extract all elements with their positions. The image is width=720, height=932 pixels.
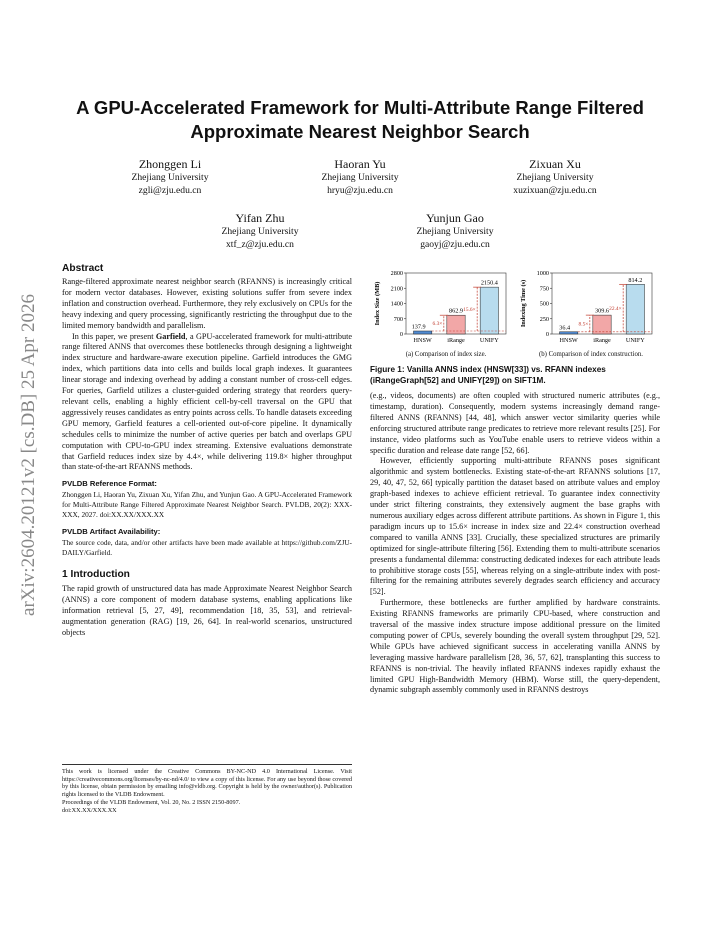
artifact-text: The source code, data, and/or other artifacts have been made available at https://github.com/ZJU-DAILY/Garfield.	[62, 538, 352, 558]
growth-factor-label: 22.4×	[609, 306, 622, 313]
author-affiliation: Zhejiang University	[516, 172, 594, 183]
bar-value-label: 2150.4	[480, 279, 498, 287]
abstract-paragraph	[62, 332, 352, 474]
reference-format-text: Zhonggen Li, Haoran Yu, Zixuan Xu, Yifan Zhu, and Yunjun Gao. A GPU-Accelerated Framework for Multi-Attribute Range Filtered Approximate Nearest Neighbor Search. PVLDB, 20(2): XXX-XXX, 2027. doi:XX.XX/XXX.XX	[62, 490, 352, 520]
y-axis-label: Indexing Time (s)	[520, 279, 527, 328]
y-tick-label: 0	[399, 331, 403, 339]
footnote-rule	[62, 764, 352, 765]
author-block	[460, 157, 650, 197]
arxiv-identifier-text: arXiv:2604.20121v2 [cs.DB] 25 Apr 2026	[18, 294, 39, 616]
y-tick-label: 250	[539, 315, 549, 323]
introduction-heading: 1 Introduction	[62, 569, 130, 581]
abstract-heading: Abstract	[62, 263, 104, 274]
author-name: Zixuan Xu	[529, 157, 581, 171]
growth-factor-label: 6.3×	[432, 321, 443, 328]
bar-value-label: 814.2	[628, 276, 643, 284]
reference-format-heading: PVLDB Reference Format:	[62, 479, 157, 489]
author-affiliation: Zhejiang University	[131, 172, 209, 183]
chart-index-size	[374, 270, 506, 344]
introduction-paragraph: The rapid growth of unstructured data has made Approximate Nearest Neighbor Search (ANNS) a core component of modern database systems, enabling applications like information retrieval [5, 27, 49], recommendation [18, 35, 53], and retrieval-augmentation generation (RAG) [19, 26, 64]. In real-world scenarios, unstructured objects	[62, 584, 352, 637]
y-tick-label: 0	[545, 331, 549, 339]
author-name: Haoran Yu	[334, 157, 386, 171]
figure-1-charts	[370, 266, 662, 362]
author-affiliation: Zhejiang University	[321, 172, 399, 183]
y-tick-label: 750	[539, 285, 549, 293]
x-tick-label: UNIFY	[625, 337, 645, 344]
y-tick-label: 500	[539, 300, 549, 308]
author-block	[265, 157, 455, 197]
author-email: xtf_z@zju.edu.cn	[226, 238, 294, 250]
chart-indexing-time	[520, 270, 652, 344]
growth-factor-label: 8.5×	[578, 321, 589, 328]
subcaption-a: (a) Comparison of index size.	[405, 351, 487, 358]
author-block	[75, 157, 265, 197]
system-name: Garfield	[155, 331, 186, 341]
abstract-body	[62, 277, 352, 473]
right-column	[370, 391, 660, 696]
y-axis-label: Index Size (MB)	[374, 281, 381, 326]
abstract-text: , a GPU-accelerated framework for multi-attribute range filtered ANNS that overcomes these bottlenecks through designing a lightweight index structure and hardware-aware execution pipeline. Garfield introduces the GMG index, which partitions data into cells and builds local graph indexes. It guarantees linear storage and indexing overhead by adding a constant number of cross-cell edges. For queries, Garfield utilizes a cluster-guided ordering strategy that reorders query-relevant cells, enabling a highly efficient cell-by-cell traversal on the GPU that aggressively reuses candidates as entry points across cells. To handle datasets exceeding GPU memory, Garfield features a cell-oriented out-of-core pipeline. It dynamically schedules cells to minimize the number of active queries per batch and overlaps GPU computation with CPU-to-GPU index streaming. Extensive evaluations demonstrate that Garfield reduces index size by 4.4×, while delivering 119.8× higher throughput than state-of-the-art RFANNS methods.	[62, 331, 352, 472]
abstract-text: In this paper, we present	[72, 331, 156, 341]
y-tick-label: 1400	[390, 300, 403, 308]
body-paragraph: (e.g., videos, documents) are often coupled with structured numeric attributes (e.g., timestamp, duration). Consequently, modern systems increasingly demand range-filtered ANNS (RFANNS) [44, 48], which answer vector similarity queries while enforcing structured attribute range predicates to retrieve more relevant results [25]. For instance, video platforms such as YouTube enable users to retrieve videos within a specific duration and release date range [52, 66].	[370, 391, 660, 455]
bar	[626, 284, 644, 334]
license-footnote: This work is licensed under the Creative Commons BY-NC-ND 4.0 International License. Visit https://creativecommons.org/licenses/by-nc-nd/4.0/ to view a copy of this license. For any use beyond those covered by this license, obtain permission by emailing info@vldb.org. Copyright is held by the owner/author(s). Publication rights licensed to the VLDB Endowment. Proceedings of the VLDB Endowment, Vol. 20, No. 2 ISSN 2150-8097. doi:XX.XX/XXX.XX	[62, 768, 352, 814]
author-name: Zhonggen Li	[138, 157, 202, 171]
x-tick-label: iRange	[593, 337, 611, 344]
author-email: xuzixuan@zju.edu.cn	[513, 184, 597, 196]
artifact-heading: PVLDB Artifact Availability:	[62, 527, 161, 537]
x-tick-label: HNSW	[559, 337, 578, 344]
bar	[414, 331, 432, 334]
author-affiliation: Zhejiang University	[416, 226, 494, 237]
bar	[593, 315, 611, 334]
y-tick-label: 2100	[390, 285, 403, 293]
author-block	[360, 211, 550, 251]
author-email: hryu@zju.edu.cn	[327, 184, 393, 196]
x-tick-label: HNSW	[413, 337, 432, 344]
bar-value-label: 309.6	[595, 307, 609, 315]
arxiv-identifier-stamp	[6, 262, 52, 648]
y-tick-label: 1000	[536, 270, 549, 278]
bar-value-label: 862.9	[449, 307, 463, 315]
abstract-paragraph: Range-filtered approximate nearest neighbor search (RFANNS) is increasingly critical for modern vector databases. However, existing solutions suffer from severe index inflation and construction overhead. Furthermore, they rely exclusively on CPUs for the heavy indexing and query processing, significantly restricting the throughput due to the limited memory bandwidth and parallelism.	[62, 277, 352, 330]
bar	[480, 287, 498, 334]
body-paragraph: However, efficiently supporting multi-attribute RFANNS poses significant algorithmic and system bottlenecks. Existing state-of-the-art RFANNS solutions [17, 29, 40, 47, 52, 66] typically partition the dataset based on attribute values and employ graph-based indexes to achieve efficient retrieval. To guarantee index connectivity under strict filtering constraints, they extensively augment the base graphs with numerous auxiliary edges across different attribute partitions. As shown in Figure 1, this paradigm incurs up to 15.6× increase in index size and 22.4× construction overhead compared to vanilla ANNS [33]. Crucially, these specialized structures are primarily optimized for single-attribute filtering [56]. Extending them to multi-attribute scenarios presents a fundamental dilemma: constructing dedicated indexes for each attribute leads to prohibitive storage costs [55], whereas relying on a single-attribute index with post-filtering for the remaining attributes severely degrades search efficiency and accuracy [52].	[370, 456, 660, 597]
author-affiliation: Zhejiang University	[221, 226, 299, 237]
subcaption-b: (b) Comparison of index construction.	[538, 351, 643, 358]
author-email: gaoyj@zju.edu.cn	[420, 238, 490, 250]
paper-title: A GPU-Accelerated Framework for Multi-Attribute Range Filtered Approximate Nearest Neighbor Search	[76, 97, 644, 142]
bar-value-label: 36.4	[559, 324, 571, 332]
author-name: Yunjun Gao	[426, 211, 484, 225]
bar-value-label: 137.9	[411, 323, 426, 331]
author-email: zgli@zju.edu.cn	[138, 184, 202, 196]
y-tick-label: 2800	[390, 270, 403, 278]
growth-factor-label: 15.6×	[463, 307, 476, 314]
y-tick-label: 700	[393, 315, 403, 323]
left-column	[62, 263, 352, 639]
bar	[560, 332, 578, 334]
x-tick-label: iRange	[447, 337, 465, 344]
x-tick-label: UNIFY	[479, 337, 499, 344]
author-block	[165, 211, 355, 251]
author-name: Yifan Zhu	[235, 211, 285, 225]
body-paragraph: Furthermore, these bottlenecks are further amplified by hardware constraints. Existing RFANNS frameworks are primarily CPU-based, where construction and traversal of the massive index structure impose additional pressure on the limited computing power of CPUs, severely bounding the overall system throughput [29, 52]. While GPUs have achieved significant success in accelerating vanilla ANNS by leveraging massive hardware parallelism [28, 36, 57, 62], transplanting this success to RFANNS is non-trivial. The heavily inflated RFANNS indexes rapidly exhaust the limited GPU High-Bandwidth Memory (HBM). Worse still, the query-dependent, dynamic subgraph assembly commonly used in RFANNS destroys	[370, 598, 660, 695]
figure-1-caption: Figure 1: Vanilla ANNS index (HNSW[33]) vs. RFANN indexes (iRangeGraph[52] and UNIFY[29]) on SIFT1M.	[370, 365, 606, 385]
